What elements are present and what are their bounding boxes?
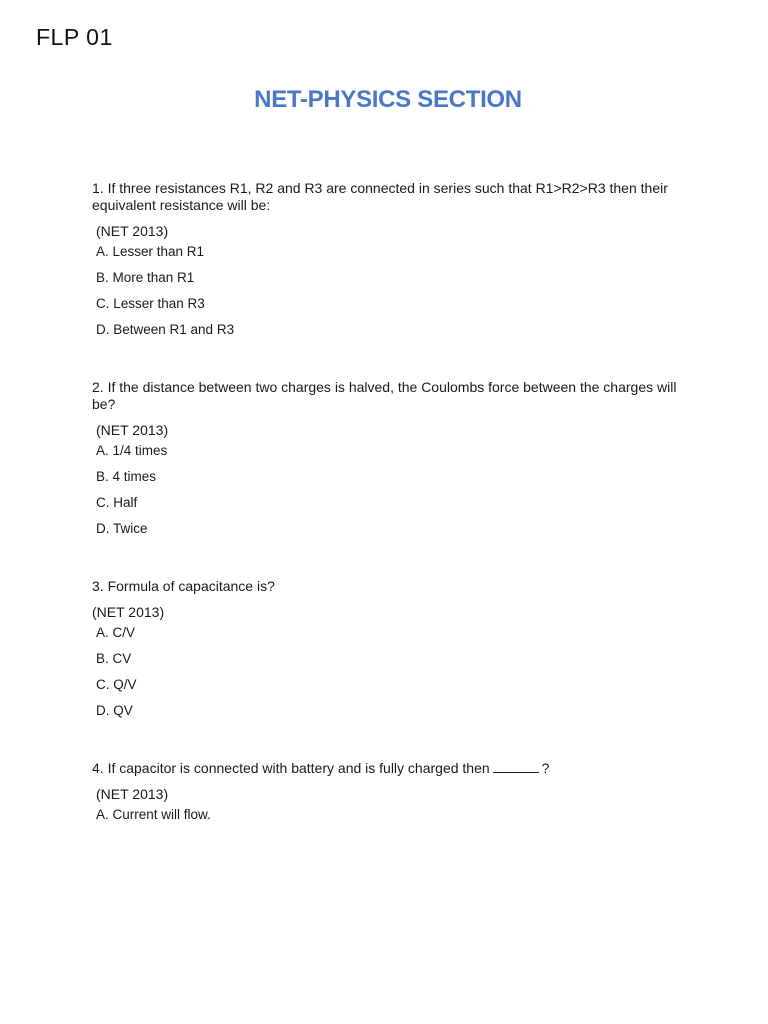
question-source: (NET 2013) xyxy=(96,422,169,438)
options-list xyxy=(92,239,682,343)
question-text: 1. If three resistances R1, R2 and R3 are connected in series such that R1>R2>R3 then their equivalent resistance will be: xyxy=(92,180,668,213)
question-1 xyxy=(92,180,682,343)
section-title: NET-PHYSICS SECTION xyxy=(254,86,522,113)
question-text: 2. If the distance between two charges is halved, the Coulombs force between the charges will be? xyxy=(92,379,677,412)
question-text-after-blank: ? xyxy=(541,760,550,776)
question-4 xyxy=(92,760,682,828)
options-list xyxy=(92,802,682,828)
option-b: B. 4 times xyxy=(96,469,157,484)
question-source: (NET 2013) xyxy=(96,223,169,239)
question-text-before-blank: 4. If capacitor is connected with battery and is fully charged then xyxy=(92,760,490,776)
answer-blank xyxy=(493,762,539,773)
header-label: FLP 01 xyxy=(36,24,113,50)
question-3 xyxy=(92,578,682,724)
question-2 xyxy=(92,379,682,542)
option-b: B. CV xyxy=(96,651,132,666)
option-c: C. Q/V xyxy=(96,677,137,692)
option-d: D. QV xyxy=(96,703,133,718)
options-list xyxy=(92,438,682,542)
question-source: (NET 2013) xyxy=(96,786,169,802)
option-c: C. Half xyxy=(96,495,138,510)
options-list xyxy=(92,620,682,724)
question-source: (NET 2013) xyxy=(92,604,165,620)
option-b: B. More than R1 xyxy=(96,270,195,285)
question-text: 3. Formula of capacitance is? xyxy=(92,578,275,594)
option-a: A. Lesser than R1 xyxy=(96,244,205,259)
option-a: A. C/V xyxy=(96,625,136,640)
question-text xyxy=(92,760,682,777)
option-a: A. Current will flow. xyxy=(96,807,211,822)
option-d: D. Between R1 and R3 xyxy=(96,322,235,337)
option-c: C. Lesser than R3 xyxy=(96,296,205,311)
option-a: A. 1/4 times xyxy=(96,443,168,458)
option-d: D. Twice xyxy=(96,521,148,536)
